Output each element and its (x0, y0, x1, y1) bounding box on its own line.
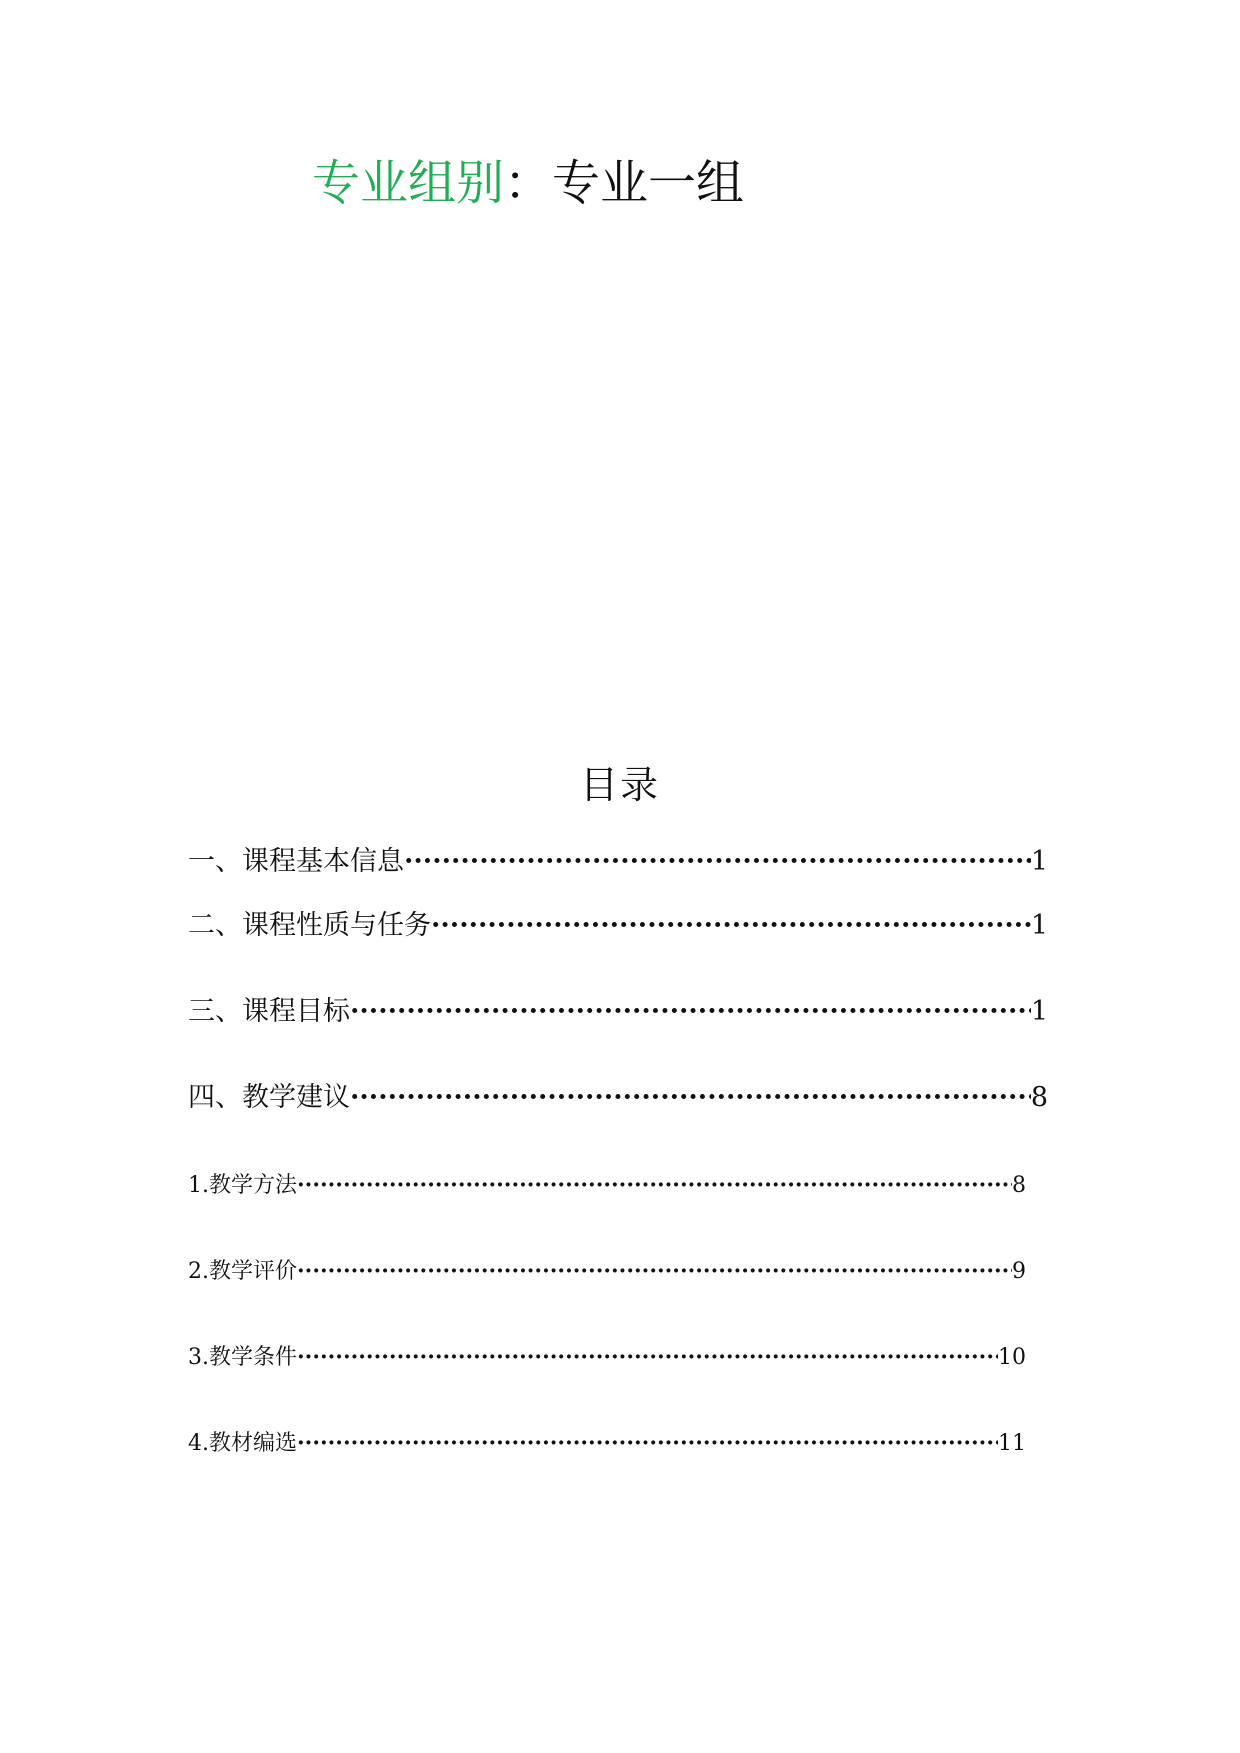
toc-entry-text: 3.教学条件 (188, 1345, 297, 1370)
toc-entry[interactable] (188, 992, 1048, 1032)
toc-leader-dots (297, 1168, 1012, 1202)
toc-page-number: 10 (998, 1345, 1026, 1370)
toc-page-number: 1 (1030, 846, 1048, 877)
toc-leader-dots (350, 992, 1031, 1032)
group-label: 专业组别 (312, 155, 505, 211)
group-value: 专业一组 (552, 155, 745, 211)
toc-leader-dots (297, 1426, 998, 1460)
toc-page-number: 1 (1030, 910, 1048, 941)
toc-entry-text: 三、课程目标 (188, 996, 350, 1027)
group-separator: ： (504, 155, 553, 211)
toc-page-number: 11 (998, 1431, 1026, 1456)
toc-page-number: 9 (1012, 1259, 1026, 1284)
toc-page-number: 1 (1030, 996, 1048, 1027)
toc-entry-text: 4.教材编选 (188, 1431, 297, 1456)
toc-entry[interactable] (188, 1078, 1048, 1118)
group-title (312, 148, 744, 218)
toc-leader-dots (297, 1254, 1012, 1288)
toc-entry[interactable] (188, 906, 1048, 946)
toc-page-number: 8 (1012, 1173, 1026, 1198)
toc-heading: 目录 (579, 763, 660, 807)
toc-entry[interactable] (188, 1168, 1026, 1203)
toc-entry-text: 2.教学评价 (188, 1259, 297, 1284)
toc-entry-text: 一、课程基本信息 (188, 846, 404, 877)
toc-page-number: 8 (1030, 1082, 1048, 1113)
toc-entry-text: 1.教学方法 (188, 1173, 297, 1198)
toc-entry[interactable] (188, 1254, 1026, 1289)
toc-leader-dots (297, 1340, 998, 1374)
toc-leader-dots (404, 842, 1031, 882)
toc-leader-dots (350, 1078, 1031, 1118)
toc-leader-dots (431, 906, 1031, 946)
toc-entry-text: 二、课程性质与任务 (188, 910, 431, 941)
toc-entry[interactable] (188, 1426, 1026, 1461)
toc-entry-text: 四、教学建议 (188, 1082, 350, 1113)
toc-entry[interactable] (188, 1340, 1026, 1375)
toc-entry[interactable] (188, 842, 1048, 882)
